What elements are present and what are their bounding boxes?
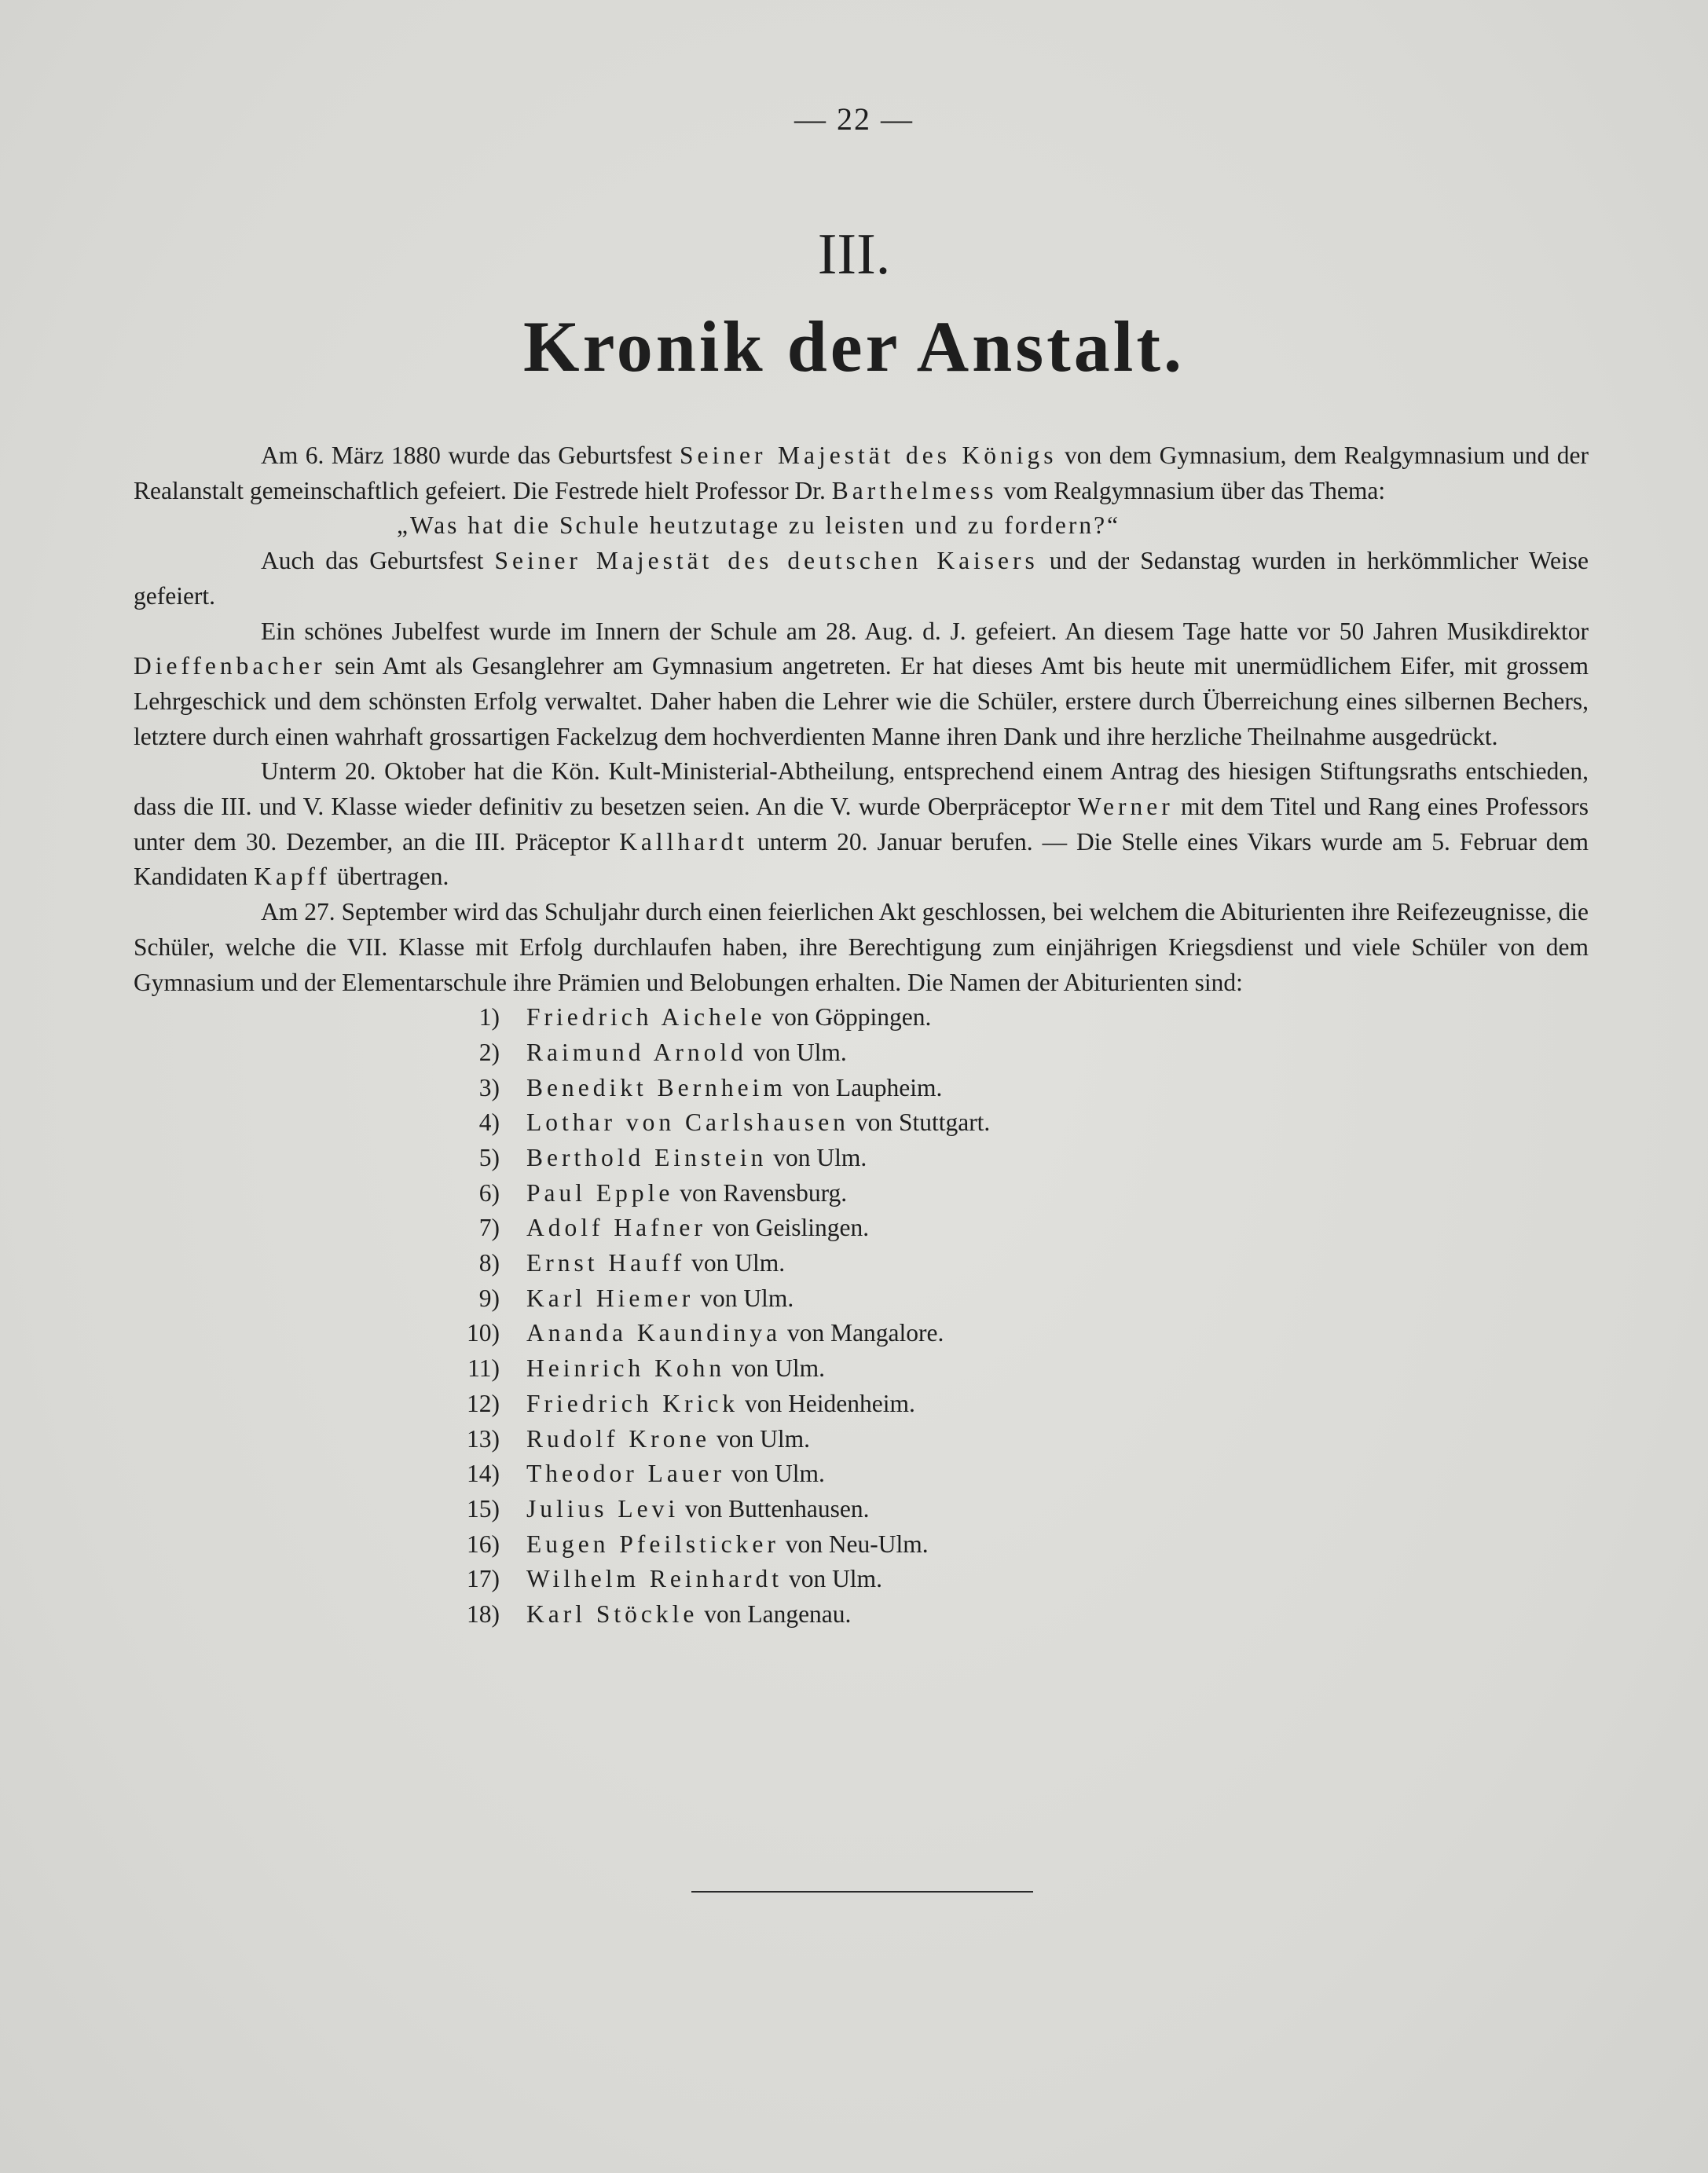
- list-item: [134, 1035, 1589, 1071]
- list-number: 3): [478, 1073, 500, 1101]
- graduate-name: Rudolf Krone: [526, 1424, 711, 1453]
- list-item: [134, 1562, 1589, 1597]
- graduate-origin: von Mangalore.: [781, 1319, 944, 1347]
- paragraph-appointments: [134, 754, 1589, 895]
- list-number: 17): [467, 1565, 500, 1593]
- list-number: 14): [467, 1460, 500, 1488]
- graduate-origin: von Ulm.: [685, 1249, 786, 1277]
- chronicle-text: [134, 438, 1589, 1632]
- paragraph-birthday-emperor: [134, 544, 1589, 614]
- graduate-origin: von Ulm.: [767, 1144, 867, 1171]
- list-item: [134, 1492, 1589, 1527]
- list-item: [134, 1316, 1589, 1351]
- graduate-origin: von Laupheim.: [786, 1073, 943, 1101]
- graduate-name: Benedikt Bernheim: [526, 1073, 786, 1101]
- emphasis-text: Seiner Majestät des Königs: [679, 442, 1057, 469]
- list-item: [134, 1281, 1589, 1317]
- paragraph-birthday-king: [134, 438, 1589, 508]
- graduate-name: Heinrich Kohn: [526, 1354, 726, 1383]
- graduate-name: Friedrich Krick: [526, 1389, 739, 1417]
- text-run: Ein schönes Jubelfest wurde im Innern der Schule am 28. Aug. d. J. gefeiert. An diesem Tage hatte vor 50 Jahren Musikdirektor: [261, 617, 1589, 645]
- list-number: 7): [478, 1214, 500, 1242]
- list-number: 2): [478, 1038, 500, 1066]
- speech-topic-quote: „Was hat die Schule heutzutage zu leisten und zu fordern?“: [397, 511, 1121, 540]
- list-number: 8): [478, 1249, 500, 1277]
- person-name: Barthelmess: [831, 476, 998, 504]
- list-number: 11): [467, 1354, 500, 1383]
- text-run: Auch das Geburtsfest: [261, 547, 495, 575]
- graduate-name: Adolf Hafner: [526, 1214, 706, 1242]
- closing-rule: [691, 1891, 1033, 1893]
- list-number: 16): [467, 1530, 500, 1558]
- text-run: Am 6. März 1880 wurde das Geburtsfest: [261, 442, 680, 469]
- list-item: [134, 1387, 1589, 1422]
- graduate-name: Lothar von Carlshausen: [526, 1108, 849, 1137]
- list-number: 15): [467, 1494, 500, 1523]
- graduate-origin: von Ulm.: [746, 1038, 847, 1066]
- graduate-name: Ananda Kaundinya: [526, 1319, 782, 1347]
- list-number: 9): [478, 1284, 500, 1312]
- list-item: [134, 1071, 1589, 1106]
- graduate-origin: von Ulm.: [783, 1565, 882, 1593]
- text-run: sein Amt als Gesanglehrer am Gymnasium angetreten. Er hat dieses Amt bis heute mit unermüdlichem Eifer, mit grossem Lehrgeschick und dem schönsten Erfolg verwaltet. Daher haben die Lehrer wie die Schüler, erstere durch Überreichung eines silbernen Bechers, letztere durch einen wahrhaft grossartigen Fackelzug dem hochverdienten Manne ihren Dank und ihre herzliche Theilnahme ausgedrückt.: [134, 652, 1589, 750]
- list-number: 4): [478, 1108, 500, 1137]
- list-item: [134, 1141, 1589, 1176]
- graduate-name: Berthold Einstein: [526, 1144, 768, 1171]
- graduate-name: Raimund Arnold: [526, 1038, 747, 1066]
- graduate-name: Friedrich Aichele: [526, 1003, 766, 1032]
- list-number: 6): [478, 1178, 500, 1207]
- list-item: [134, 1211, 1589, 1246]
- graduate-origin: von Göppingen.: [765, 1003, 932, 1032]
- graduate-name: Karl Hiemer: [526, 1284, 695, 1312]
- graduate-name: Ernst Hauff: [526, 1249, 686, 1277]
- paragraph-jubilee: [134, 614, 1589, 755]
- list-item: [134, 1000, 1589, 1035]
- graduate-origin: von Heidenheim.: [739, 1389, 915, 1417]
- list-item: [134, 1457, 1589, 1492]
- list-number: 1): [478, 1003, 500, 1032]
- graduate-origin: von Ravensburg.: [673, 1178, 848, 1207]
- text-run: unterm 20. Januar berufen. — Die Stelle eines Vikars wurde am 5. Februar dem Kandidaten: [134, 827, 1589, 891]
- graduate-name: Julius Levi: [526, 1494, 680, 1523]
- section-title: Kronik der Anstalt.: [523, 306, 1185, 387]
- list-item: [134, 1351, 1589, 1387]
- graduate-origin: von Ulm.: [694, 1284, 794, 1312]
- graduate-name: Theodor Lauer: [526, 1460, 726, 1488]
- list-item: [134, 1597, 1589, 1632]
- graduate-origin: von Stuttgart.: [849, 1108, 991, 1137]
- paragraph-school-year-end: Am 27. September wird das Schuljahr durch einen feierlichen Akt geschlossen, bei welchem die Abiturienten ihre Reifezeugnisse, die Schüler, welche die VII. Klasse mit Erfolg durchlaufen haben, ihre Berechtigung zum einjährigen Kriegsdienst und viele Schüler von dem Gymnasium und der Elementarschule ihre Prämien und Belobungen erhalten. Die Namen der Abiturienten sind:: [134, 898, 1589, 996]
- graduate-name: Paul Epple: [526, 1178, 674, 1207]
- list-item: [134, 1246, 1589, 1281]
- graduate-name: Karl Stöckle: [526, 1600, 698, 1628]
- text-run: übertragen.: [330, 863, 449, 891]
- graduate-origin: von Ulm.: [725, 1354, 825, 1383]
- text-run: und der Sedanstag wurden in herkömmlicher Weise gefeiert.: [134, 547, 1589, 610]
- section-number: III.: [817, 222, 891, 287]
- person-name: Kallhardt: [619, 827, 749, 856]
- list-item: [134, 1176, 1589, 1211]
- graduate-origin: von Ulm.: [710, 1424, 810, 1453]
- graduate-origin: von Buttenhausen.: [679, 1494, 870, 1523]
- page-number: — 22 —: [794, 101, 914, 137]
- text-run: mit dem Titel und Rang eines Professors unter dem 30. Dezember, an die III. Präceptor: [134, 793, 1589, 856]
- person-name: Dieffenbacher: [134, 652, 326, 680]
- text-run: von dem Gymnasium, dem Realgymnasium und der Realanstalt gemeinschaftlich gefeiert. Die Festrede hielt Professor Dr.: [134, 442, 1589, 504]
- graduate-origin: von Langenau.: [698, 1600, 852, 1628]
- list-number: 18): [467, 1600, 500, 1628]
- graduate-origin: von Ulm.: [725, 1460, 825, 1488]
- list-item: [134, 1527, 1589, 1563]
- graduate-name: Eugen Pfeilsticker: [526, 1530, 779, 1558]
- emphasis-text: Seiner Majestät des deutschen Kaisers: [494, 547, 1039, 575]
- list-item: [134, 1105, 1589, 1141]
- graduates-list: [134, 1000, 1589, 1632]
- list-item: [134, 1422, 1589, 1457]
- person-name: Kapff: [254, 863, 331, 891]
- graduate-origin: von Neu-Ulm.: [779, 1530, 929, 1558]
- list-number: 10): [467, 1319, 500, 1347]
- list-number: 12): [467, 1389, 500, 1417]
- person-name: Werner: [1077, 793, 1174, 821]
- text-run: vom Realgymnasium über das Thema:: [997, 476, 1386, 504]
- text-run: Unterm 20. Oktober hat die Kön. Kult-Ministerial-Abtheilung, entsprechend einem Antrag des hiesigen Stiftungsraths entschieden, dass die III. und V. Klasse wieder definitiv zu besetzen seien. An die V. wurde Oberpräceptor: [134, 757, 1589, 821]
- list-number: 5): [478, 1144, 500, 1171]
- graduate-origin: von Geislingen.: [706, 1214, 870, 1242]
- list-number: 13): [467, 1424, 500, 1453]
- graduate-name: Wilhelm Reinhardt: [526, 1565, 783, 1593]
